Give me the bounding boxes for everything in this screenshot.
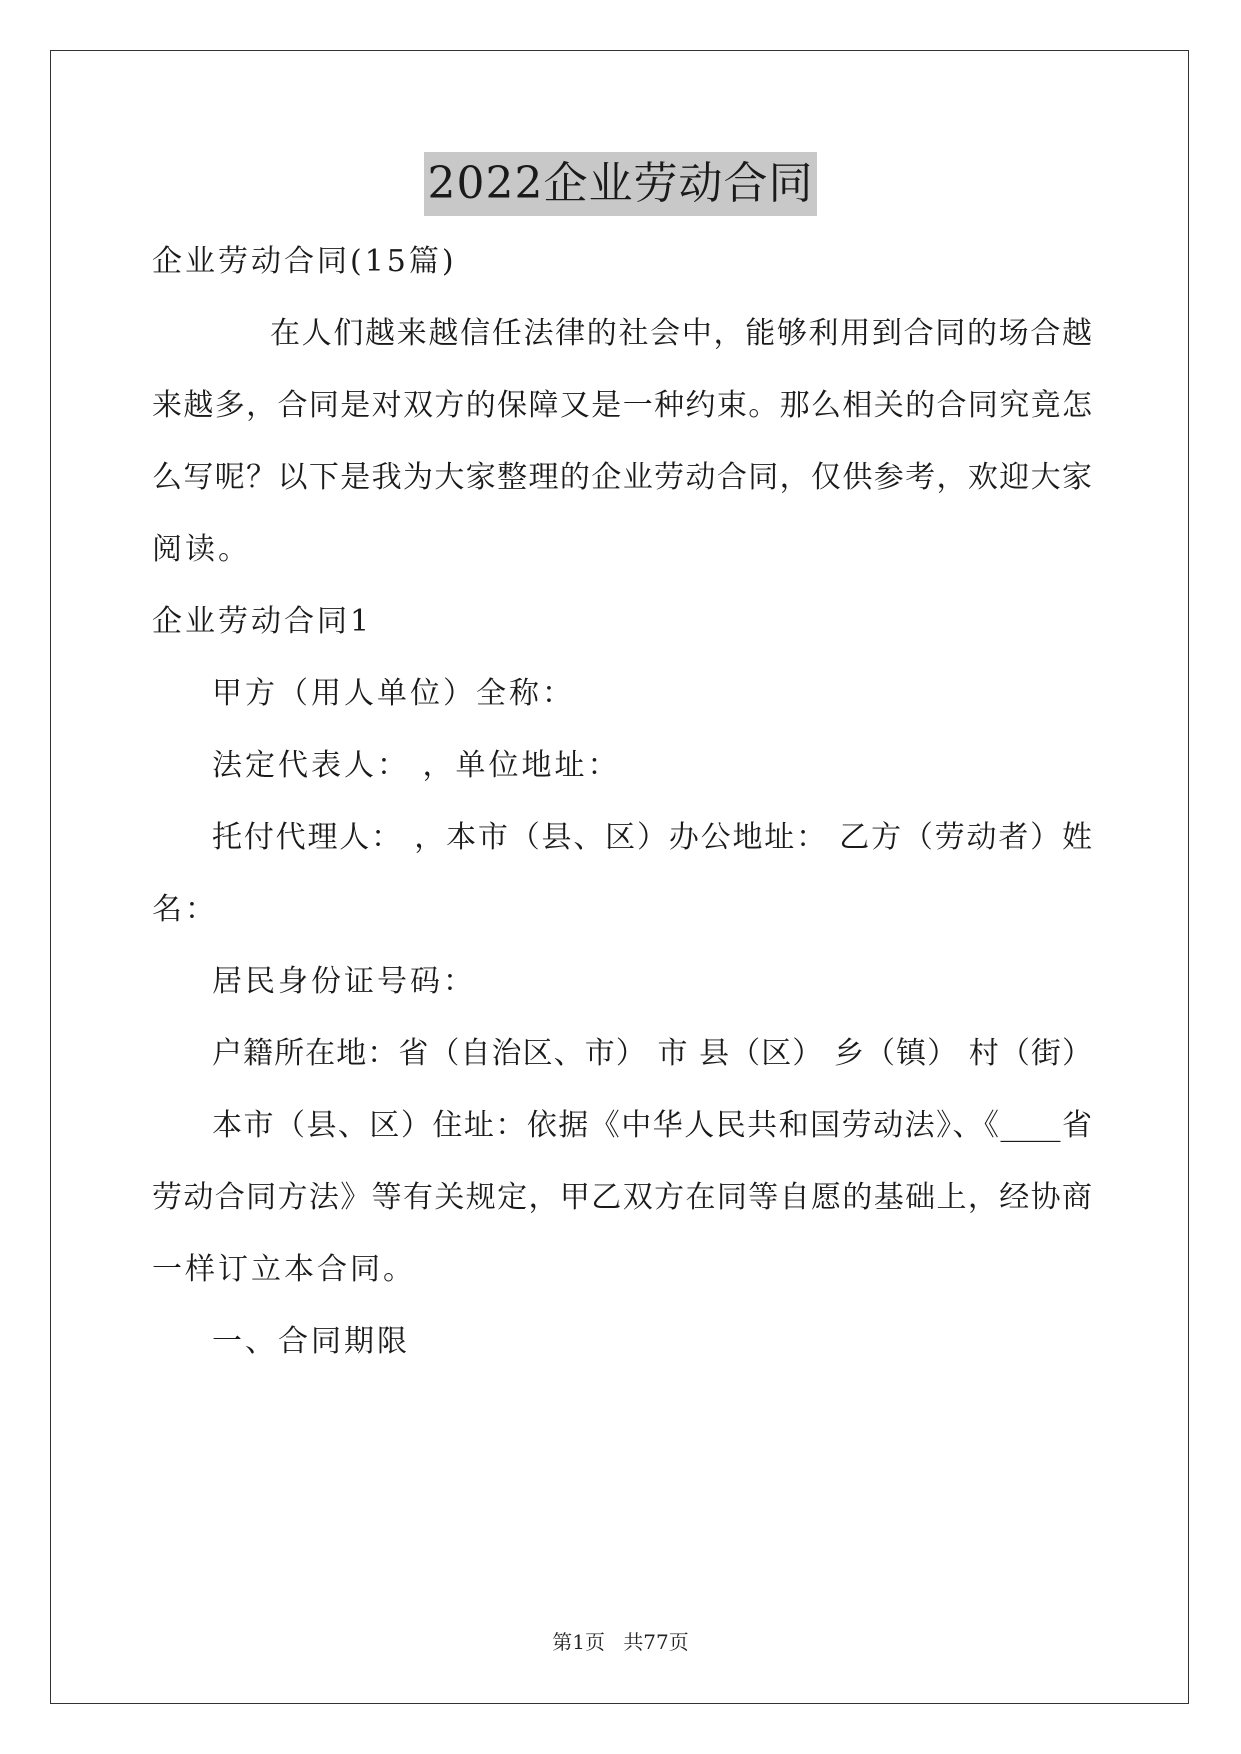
paragraph-line: 么写呢？以下是我为大家整理的企业劳动合同，仅供参考，欢迎大家	[152, 460, 1092, 495]
paragraph-line: 在人们越来越信任法律的社会中，能够利用到合同的场合越	[270, 316, 1092, 351]
household-line: 户籍所在地：省（自治区、市） 市 县（区） 乡（镇） 村（街）	[212, 1036, 1092, 1071]
legal-rep-line: 法定代表人： ，单位地址：	[212, 748, 621, 783]
paragraph-line: 来越多，合同是对双方的保障又是一种约束。那么相关的合同究竟怎	[152, 388, 1092, 423]
clause-heading: 一、合同期限	[212, 1324, 410, 1359]
document-subtitle: 企业劳动合同(15篇)	[152, 244, 457, 279]
address-line: 本市（县、区）住址：依据《中华人民共和国劳动法》、《____省	[212, 1108, 1092, 1143]
paragraph-line: 一样订立本合同。	[152, 1252, 416, 1287]
section-heading: 企业劳动合同1	[152, 604, 373, 639]
paragraph-line: 阅读。	[152, 532, 251, 567]
page-border	[50, 50, 1189, 1704]
page-footer	[0, 1628, 1241, 1656]
total-pages: 共77页	[623, 1630, 689, 1654]
document-title: 2022企业劳动合同	[424, 152, 818, 216]
title-container	[0, 152, 1241, 216]
agent-line-cont: 名：	[152, 892, 218, 927]
id-number-line: 居民身份证号码：	[212, 964, 476, 999]
party-a-name-line: 甲方（用人单位）全称：	[212, 676, 575, 711]
page-number: 第1页	[552, 1630, 605, 1654]
agent-line: 托付代理人： ，本市（县、区）办公地址： 乙方（劳动者）姓	[212, 820, 1092, 855]
paragraph-line: 劳动合同方法》等有关规定，甲乙双方在同等自愿的基础上，经协商	[152, 1180, 1092, 1215]
